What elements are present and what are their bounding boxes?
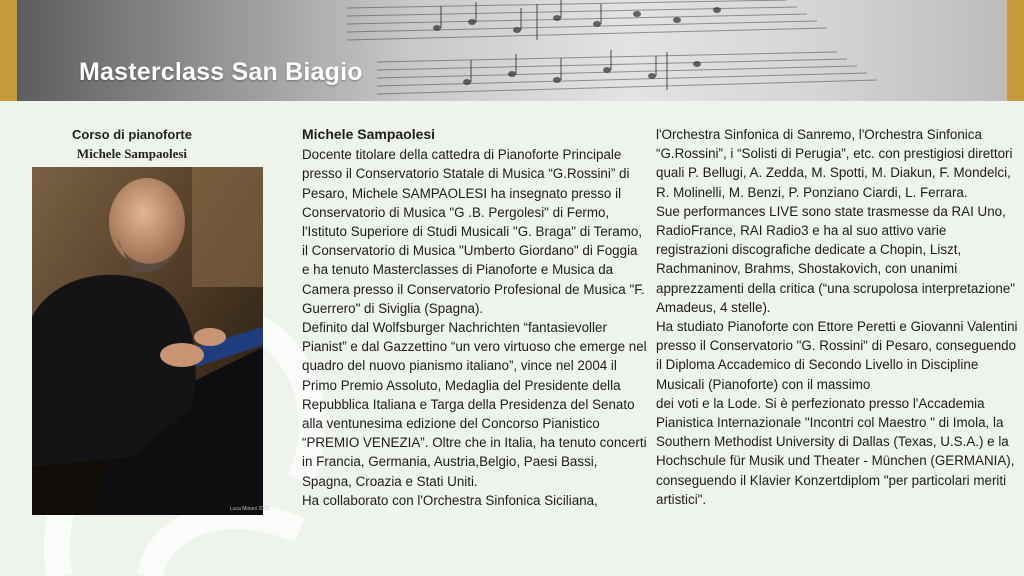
page-title: Masterclass San Biagio (79, 58, 363, 86)
course-title: Corso di pianoforte (72, 127, 192, 142)
teacher-photo (32, 167, 270, 515)
bio-column-2 (656, 125, 1018, 509)
bio-paragraph: Sue performances LIVE sono state trasmesse da RAI Uno, RadioFrance, RAI Radio3 e ha al suo attivo varie registrazioni discografiche dedicate a Chopin, Liszt, Rachmaninov, Brahms, Shostakovich, con unanimi apprezzamenti della critica (“una scrupolosa interpretazione" Amadeus, 4 stelle). (656, 203, 1016, 315)
teacher-name-caption: Michele Sampaolesi (76, 146, 188, 161)
photo-credit: Luca Moiani 2020 (230, 506, 270, 512)
bio-paragraph: Ha collaborato con l'Orchestra Sinfonica Siciliana, (302, 492, 598, 508)
pianist-portrait-image (32, 167, 270, 515)
bio-paragraph: Ha studiato Pianoforte con Ettore Peretti e Giovanni Valentini presso il Conservatorio "G. Rossini" di Pesaro, conseguendo il Diploma Accademico di Secondo Livello in Discipline Musicali (Pianoforte) con il massimo (656, 319, 1018, 392)
bio-paragraph: Definito dal Wolfsburger Nachrichten “fantasievoller Pianist” e dal Gazzettino “un vero virtuoso che emerge nel quadro del nuovo pianismo italiano”, vince nel 2004 il Primo Premio Assoluto, Medaglia del Presidente della Repubblica Italiana e Targa della Presidenza del Senato alla ventunesima edizione del Concorso Pianistico “PREMIO VENEZIA”. Oltre che in Italia, ha tenuto concerti in Francia, Germania, Austria,Belgio, Paesi Bassi, Spagna, Croazia e Stati Uniti. (302, 320, 647, 489)
bio-name-heading: Michele Sampaolesi (302, 126, 436, 142)
bio-paragraph: dei voti e la Lode. Si è perfezionato presso l'Accademia Pianistica Internazionale "Incontri col Maestro " di Imola, la Southern Methodist University di Dallas (Texas, U.S.A.) e la Hochschule für Musik und Theater - München (GERMANIA), conseguendo il Klavier Konzertdiplom "per particolari meriti artistici". (656, 395, 1015, 507)
bio-paragraph: Docente titolare della cattedra di Pianoforte Principale presso il Conservatorio Statale di Musica “G.Rossini” di Pesaro, Michele SAMPAOLESI ha insegnato presso il Conservatorio di Musica "G .B. Pergolesi" di Fermo, l'Istituto Superiore di Studi Musicali "G. Braga" di Teramo, il Conservatorio di Musica "Umberto Giordano" di Foggia e ha tenuto Masterclasses di Pianoforte e Musica da Camera presso il Conservatorio Profesional de Musica "F. Guerrero" di Siviglia (Spagna). (302, 147, 645, 316)
header-banner (17, 0, 1007, 101)
bio-column-1 (302, 125, 647, 510)
bio-paragraph: l'Orchestra Sinfonica di Sanremo, l'Orchestra Sinfonica “G.Rossini”, i “Solisti di Perugia”, etc. con prestigiosi direttori quali P. Bellugi, A. Zedda, M. Spotti, M. Diakun, F. Mondelci, R. Molinelli, M. Benzi, P. Ponziano Ciardi, L. Ferrara. (656, 127, 1013, 200)
